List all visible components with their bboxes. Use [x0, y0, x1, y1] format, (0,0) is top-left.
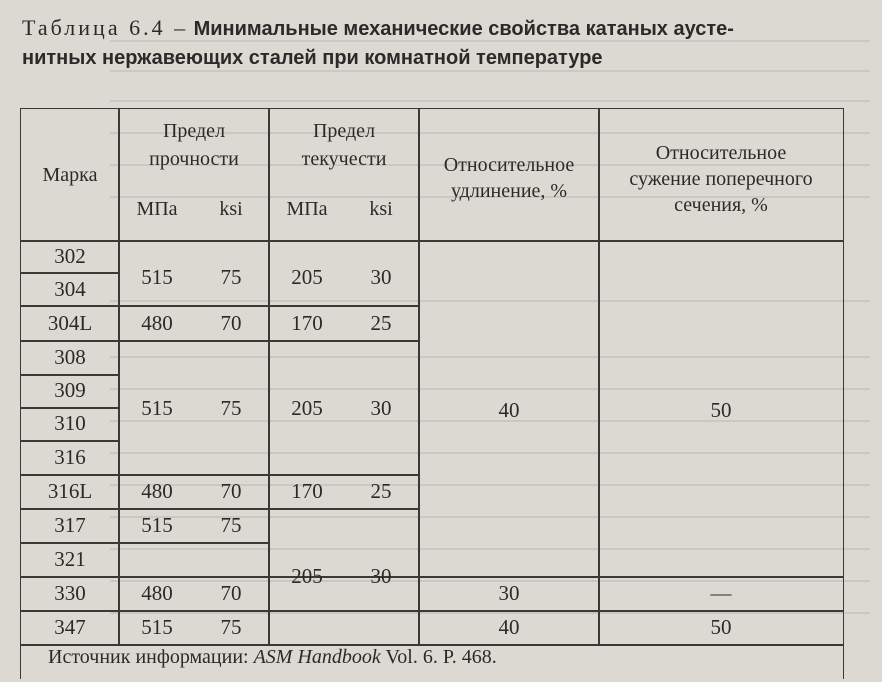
uts-ksi-cell: 70 — [220, 479, 242, 503]
grade-cell: 308 — [54, 345, 86, 369]
header-yield-ksi: ksi — [369, 198, 393, 220]
header-reduction-line3: сечения, % — [674, 194, 768, 216]
col-divider — [118, 108, 120, 644]
header-tensile-line1: Предел — [162, 120, 226, 142]
row-divider — [20, 374, 118, 376]
grade-cell: 317 — [54, 513, 86, 537]
grade-cell: 321 — [54, 547, 86, 571]
ys-mpa-cell: 205 — [291, 564, 323, 588]
row-divider — [20, 576, 844, 578]
reduction-cell: 50 — [710, 398, 732, 422]
uts-ksi-cell: 75 — [220, 396, 242, 420]
caption-label: Таблица 6.4 – — [22, 15, 189, 40]
caption-title-line2: нитных нержавеющих сталей при комнатной температуре — [22, 47, 603, 69]
reduction-cell: 50 — [710, 615, 732, 639]
uts-mpa-cell: 480 — [141, 311, 173, 335]
uts-mpa-cell: 515 — [141, 513, 173, 537]
uts-ksi-cell: 70 — [220, 581, 242, 605]
ys-ksi-cell: 30 — [370, 564, 392, 588]
grade-cell: 304L — [47, 311, 93, 335]
uts-mpa-cell: 480 — [141, 581, 173, 605]
ys-ksi-cell: 30 — [370, 265, 392, 289]
header-yield-line2: текучести — [301, 148, 387, 170]
elongation-cell: 40 — [498, 615, 520, 639]
grade-cell: 316L — [47, 479, 93, 503]
grade-cell: 310 — [54, 411, 86, 435]
header-tensile-line2: прочности — [149, 148, 239, 170]
header-reduction-line2: сужение поперечного — [629, 168, 813, 190]
grade-cell: 302 — [54, 244, 86, 268]
elongation-cell: 40 — [498, 398, 520, 422]
grade-cell: 309 — [54, 378, 86, 402]
row-divider — [20, 272, 118, 274]
row-divider — [20, 542, 268, 544]
reduction-cell: — — [710, 581, 732, 605]
ys-mpa-cell: 170 — [291, 479, 323, 503]
uts-ksi-cell: 75 — [220, 513, 242, 537]
row-divider — [20, 305, 418, 307]
uts-mpa-cell: 515 — [141, 396, 173, 420]
ys-ksi-cell: 25 — [370, 479, 392, 503]
row-divider — [20, 610, 844, 612]
uts-ksi-cell: 70 — [220, 311, 242, 335]
ys-ksi-cell: 30 — [370, 396, 392, 420]
source-note — [48, 646, 497, 669]
header-tensile-ksi: ksi — [219, 198, 243, 220]
uts-mpa-cell: 480 — [141, 479, 173, 503]
header-divider — [20, 240, 844, 242]
header-tensile-mpa: МПа — [136, 198, 178, 220]
grade-cell: 316 — [54, 445, 86, 469]
header-yield-mpa: МПа — [286, 198, 328, 220]
uts-ksi-cell: 75 — [220, 265, 242, 289]
source-ref: ASM Handbook — [253, 646, 381, 668]
grade-cell: 304 — [54, 277, 86, 301]
row-divider — [20, 440, 118, 442]
grade-cell: 347 — [54, 615, 86, 639]
row-divider — [20, 407, 118, 409]
elongation-cell: 30 — [498, 581, 520, 605]
uts-mpa-cell: 515 — [141, 265, 173, 289]
source-suffix: Vol. 6. P. 468. — [385, 646, 497, 668]
table-caption — [22, 14, 862, 72]
header-yield-line1: Предел — [312, 120, 376, 142]
row-divider — [20, 508, 418, 510]
header-elongation-line1: Относительное — [443, 154, 575, 176]
uts-mpa-cell: 515 — [141, 615, 173, 639]
uts-ksi-cell: 75 — [220, 615, 242, 639]
row-divider — [20, 474, 418, 476]
source-prefix: Источник информации: — [48, 646, 249, 668]
ys-mpa-cell: 205 — [291, 265, 323, 289]
header-elongation-line2: удлинение, % — [450, 180, 568, 202]
header-grade: Марка — [42, 164, 98, 186]
header-reduction-line1: Относительное — [655, 142, 787, 164]
ys-mpa-cell: 205 — [291, 396, 323, 420]
row-divider — [20, 340, 418, 342]
caption-title-line1: Минимальные механические свойства катаных аусте- — [193, 18, 734, 40]
ys-mpa-cell: 170 — [291, 311, 323, 335]
ys-ksi-cell: 25 — [370, 311, 392, 335]
grade-cell: 330 — [54, 581, 86, 605]
